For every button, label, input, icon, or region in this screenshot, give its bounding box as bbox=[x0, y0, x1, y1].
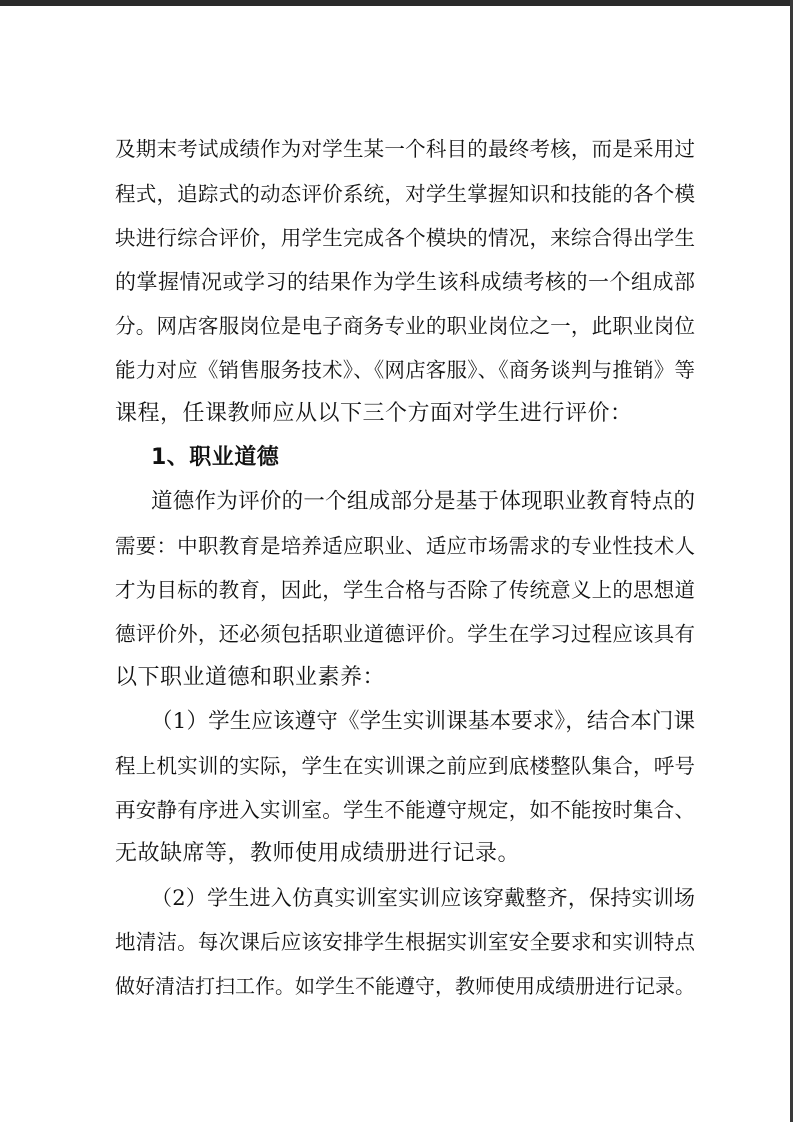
text-line: 及期末考试成绩作为对学生某一个科目的最终考核，而是采用过 bbox=[115, 137, 695, 161]
text-line: 德评价外，还必须包括职业道德评价。学生在学习过程应该具有 bbox=[115, 622, 695, 646]
text-line: 需要：中职教育是培养适应职业、适应市场需求的专业性技术人 bbox=[115, 534, 695, 558]
list-item-text: （2）学生进入仿真实训室实训应该穿戴整齐，保持实训场 bbox=[151, 886, 695, 910]
text-line: 地清洁。每次课后应该安排学生根据实训室安全要求和实训特点 bbox=[115, 930, 695, 954]
section-heading: 1、职业道德 bbox=[151, 445, 280, 470]
text-line: 再安静有序进入实训室。学生不能遵守规定，如不能按时集合、 bbox=[115, 798, 695, 822]
text-line: 做好清洁打扫工作。如学生不能遵守，教师使用成绩册进行记录。 bbox=[115, 974, 695, 998]
text-line: 才为目标的教育，因此，学生合格与否除了传统意义上的思想道 bbox=[115, 578, 695, 602]
text-line: 程上机实训的实际，学生在实训课之前应到底楼整队集合，呼号 bbox=[115, 754, 695, 778]
text-line: 分。网店客服岗位是电子商务专业的职业岗位之一，此职业岗位 bbox=[115, 314, 695, 338]
text-line: 程式，追踪式的动态评价系统，对学生掌握知识和技能的各个模 bbox=[115, 182, 695, 206]
text-line: 无故缺席等，教师使用成绩册进行记录。 bbox=[115, 841, 521, 866]
text-line: 的掌握情况或学习的结果作为学生该科成绩考核的一个组成部 bbox=[115, 270, 695, 294]
text-line: 能力对应《销售服务技术》、《网店客服》、《商务谈判与推销》等 bbox=[115, 358, 695, 382]
list-item-text: （1）学生应该遵守《学生实训课基本要求》，结合本门课 bbox=[151, 709, 695, 734]
text-line: 以下职业道德和职业素养： bbox=[115, 665, 386, 690]
text-line: 块进行综合评价，用学生完成各个模块的情况，来综合得出学生 bbox=[115, 226, 695, 250]
text-line: 道德作为评价的一个组成部分是基于体现职业教育特点的 bbox=[151, 489, 695, 514]
text-line: 课程，任课教师应从以下三个方面对学生进行评价： bbox=[115, 401, 633, 426]
